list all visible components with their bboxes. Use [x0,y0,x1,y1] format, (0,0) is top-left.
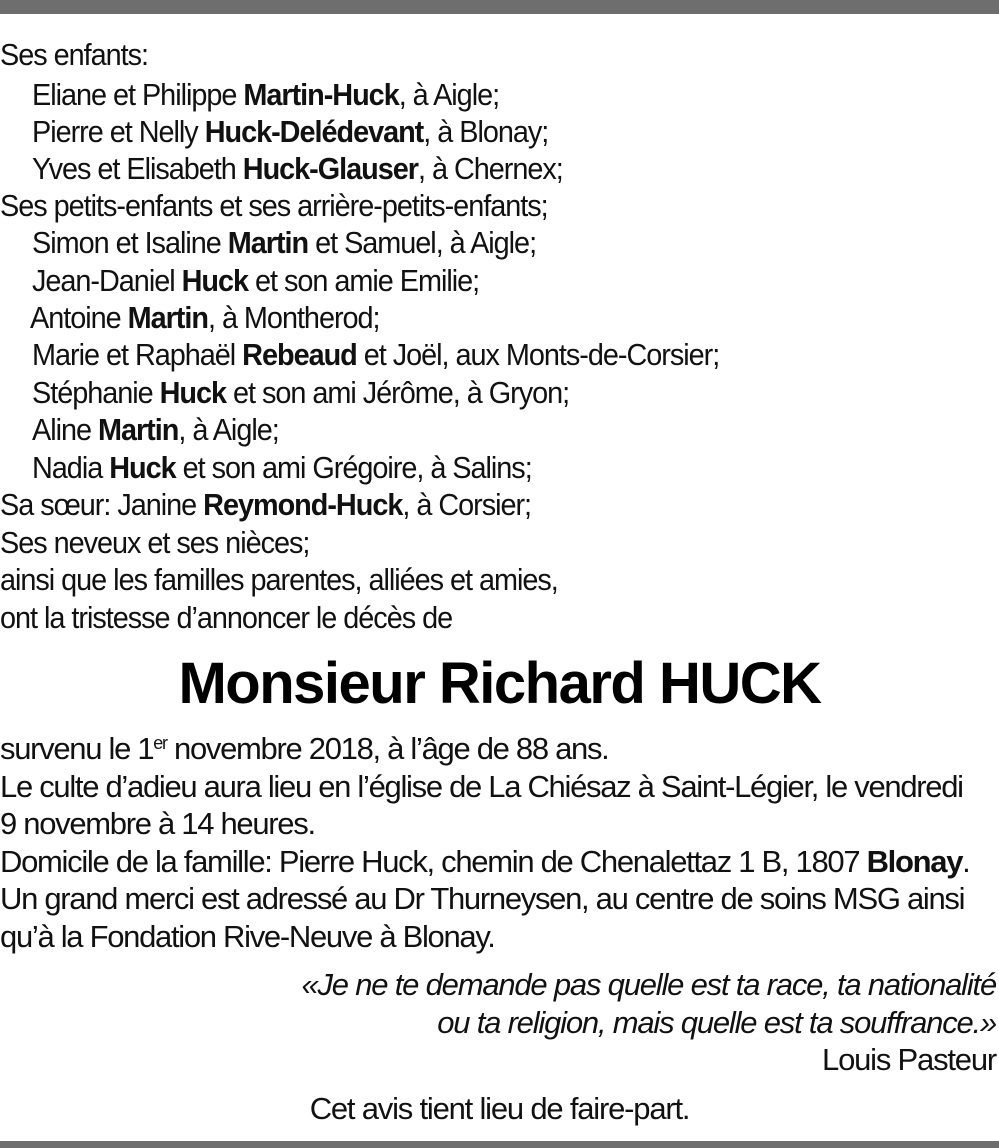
child-entry: Eliane et Philippe Martin-Huck, à Aigle; [32,77,500,112]
surname: Huck-Delédevant [204,114,424,149]
child-entry: Pierre et Nelly Huck-Delédevant, à Blonay; [32,114,549,149]
children-heading: Ses enfants: [0,37,149,72]
families-line: ainsi que les familles parentes, alliées et amies, [0,562,558,597]
surname: Rebeaud [242,337,357,372]
grandchild-entry: Jean-Daniel Huck et son amie Emilie; [32,263,480,298]
death-date-line: survenu le 1er novembre 2018, à l’âge de 88 ans. [0,731,609,766]
announcement-line: ont la tristesse d’annoncer le décès de [0,600,453,635]
surname: Huck-Glauser [242,151,418,186]
quote-line: «Je ne te demande pas quelle est ta race, ta nationalité [301,967,996,1002]
thanks-line: qu’à la Fondation Rive-Neuve à Blonay. [0,919,495,954]
grandchild-entry: Aline Martin, à Aigle; [32,412,279,447]
service-line: Le culte d’adieu aura lieu en l’église de La Chiésaz à Saint-Légier, le vendredi [0,769,963,804]
top-divider [0,0,999,14]
closing-note: Cet avis tient lieu de faire-part. [309,1091,690,1126]
nephews-line: Ses neveux et ses nièces; [0,525,310,560]
surname: Martin [227,225,309,260]
bottom-divider [0,1141,999,1148]
service-line: 9 novembre à 14 heures. [0,806,315,841]
surname: Martin [127,300,208,335]
domicile-place: Blonay [866,844,963,879]
surname: Huck [159,375,227,410]
domicile-line: Domicile de la famille: Pierre Huck, chemin de Chenalettaz 1 B, 1807 Blonay. [0,844,970,879]
surname: Martin [97,412,179,447]
grandchild-entry: Marie et Raphaël Rebeaud et Joël, aux Monts-de-Corsier; [32,337,720,372]
grandchild-entry: Nadia Huck et son ami Grégoire, à Salins; [32,450,532,485]
grandchild-entry: Stéphanie Huck et son ami Jérôme, à Gryon; [32,375,570,410]
thanks-line: Un grand merci est adressé au Dr Thurneysen, au centre de soins MSG ainsi [0,881,965,916]
grandchild-entry: Simon et Isaline Martin et Samuel, à Aigle; [32,225,537,260]
sister-entry: Sa sœur: Janine Reymond-Huck, à Corsier; [0,487,532,522]
surname: Huck [181,263,248,298]
surname: Huck [109,450,176,485]
surname: Reymond-Huck [203,487,403,522]
quote-line: ou ta religion, mais quelle est ta souffrance.» [437,1005,996,1040]
deceased-name: Monsieur Richard HUCK [178,651,821,716]
quote-author: Louis Pasteur [822,1042,996,1077]
grandchildren-heading: Ses petits-enfants et ses arrière-petits-enfants; [0,188,548,223]
child-entry: Yves et Elisabeth Huck-Glauser, à Chernex; [32,151,563,186]
surname: Martin-Huck [243,77,399,112]
grandchild-entry: Antoine Martin, à Montherod; [30,300,380,335]
